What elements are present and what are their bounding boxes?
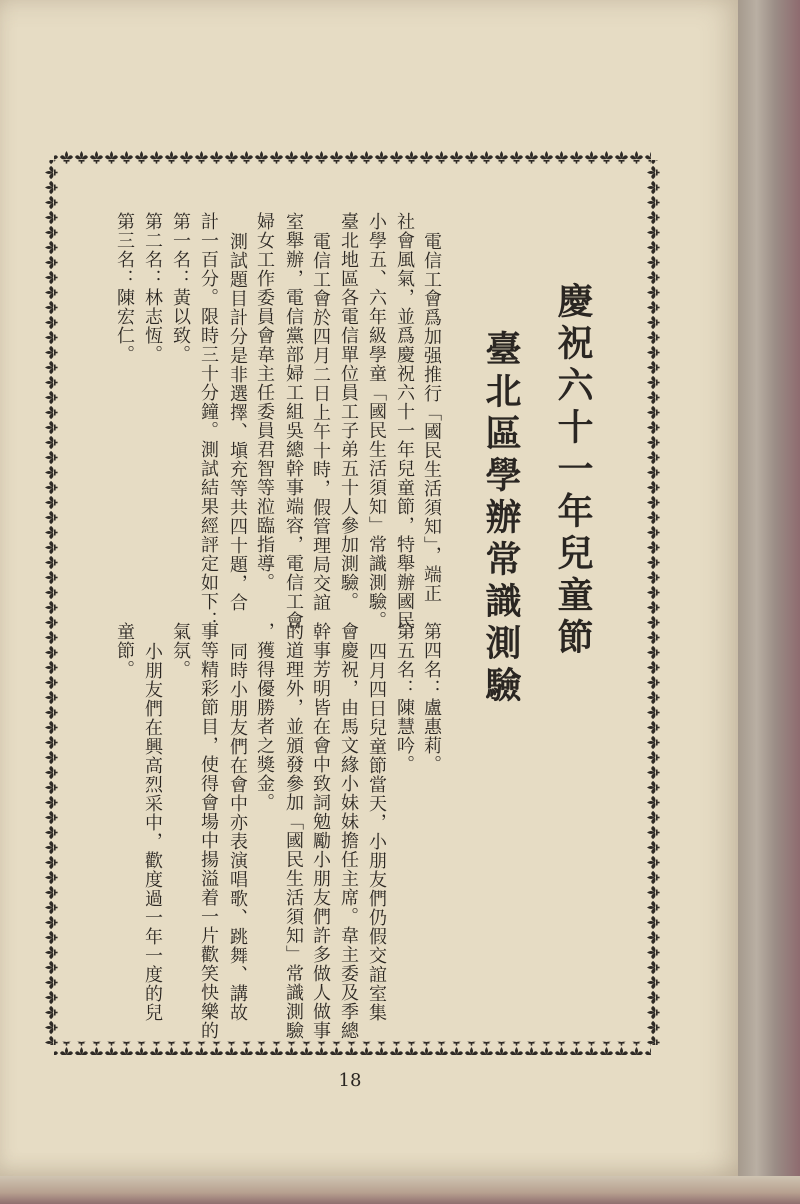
text-column: 第四名：盧惠莉。 (421, 622, 442, 774)
text-column: ，獲得優勝者之獎金。 (254, 622, 275, 812)
text-column: 臺北地區各電信單位員工子弟五十人參加測驗。 (338, 212, 359, 611)
text-column: 婦女工作委員會韋主任委員君智等涖臨指導。 (254, 212, 275, 592)
text-column: 小學五、六年級學童「國民生活須知」常識測驗。 (366, 212, 387, 630)
text-column: 的道理外，並頒發參加「國民生活須知」常識測驗 (283, 622, 304, 1040)
text-column: 幹事芳明皆在會中致詞勉勵小朋友們許多做人做事 (310, 622, 331, 1040)
text-column: 四月四日兒童節當天，小朋友們仍假交誼室集 (366, 642, 387, 1022)
text-column: 事等精彩節目，使得會場中揚溢着一片歡笑快樂的 (198, 622, 219, 1040)
text-column: 第三名：陳宏仁。 (114, 212, 135, 364)
text-column: 第二名：林志恆。 (142, 212, 163, 364)
book-bottom-edge (0, 1176, 800, 1204)
main-title: 慶祝六十一年兒童節 (552, 282, 593, 660)
text-column: 會慶祝，由馬文緣小妹妹擔任主席。韋主委及季總 (338, 622, 359, 1040)
text-column: 電信工會爲加强推行「國民生活須知」，端正 (421, 232, 442, 603)
text-column: 計一百分。限時三十分鐘。測試結果經評定如下： (198, 212, 219, 630)
page-number: 18 (338, 1070, 362, 1091)
text-column: 第五名：陳慧吟。 (394, 622, 415, 774)
book-edge (738, 0, 800, 1204)
text-column: 測試題目計分是非選擇、塡充等共四十題，合 (227, 232, 248, 612)
text-column: 童節。 (114, 622, 135, 679)
subtitle: 臺北區學辦常識測驗 (480, 330, 521, 708)
text-column: 同時小朋友們在會中亦表演唱歌、跳舞、講故 (227, 642, 248, 1022)
text-column: 室舉辦，電信黨部婦工組吳總幹事端容，電信工會 (283, 212, 304, 630)
text-column: 小朋友們在興高烈采中，歡度過一年一度的兒 (142, 642, 163, 1022)
text-column: 氣氛。 (170, 622, 191, 679)
text-column: 社會風氣，並爲慶祝六十一年兒童節，特舉辦國民 (394, 212, 415, 630)
text-column: 第一名：黃以致。 (170, 212, 191, 364)
text-column: 電信工會於四月二日上午十時，假管理局交誼 (310, 232, 331, 612)
